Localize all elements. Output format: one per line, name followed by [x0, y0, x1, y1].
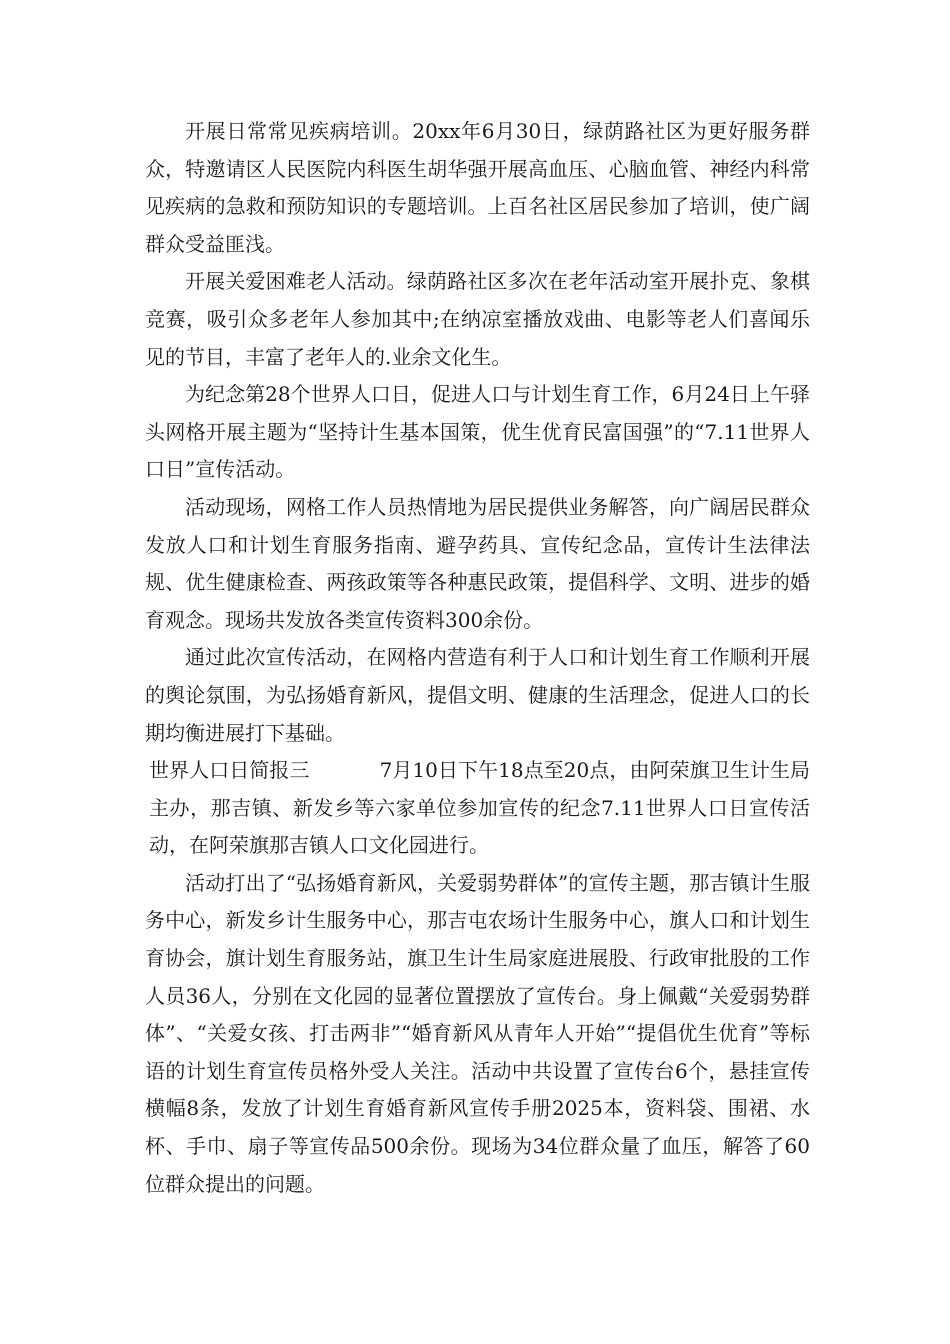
report-intro-text: 7月10日下午18点至20点，由阿荣旗卫生计生局主办，那吉镇、新发乡等六家单位参加宣传的纪念7.11世界人口日宣传活动，在阿荣旗那吉镇人口文化园进行。	[149, 758, 811, 858]
paragraph-elderly-care: 开展关爱困难老人活动。绿荫路社区多次在老年活动室开展扑克、象棋竞赛，吸引众多老年人参加其中;在纳凉室播放戏曲、电影等老人们喜闻乐见的节目，丰富了老年人的.业余文化生。	[145, 269, 810, 369]
paragraph-report-details: 活动打出了“弘扬婚育新风，关爱弱势群体”的宣传主题，那吉镇计生服务中心，新发乡计生服务中心，那吉屯农场计生服务中心，旗人口和计划生育协会，旗计划生育服务站，旗卫生计生局家庭进展股、行政审批股的工作人员36人，分别在文化园的显著位置摆放了宣传台。身上佩戴“关爱弱势群体”、“关爱女孩、打击两非”“婚育新风从青年人开始”“提倡优生优育”等标语的计划生育宣传员格外受人关注。活动中共设置了宣传台6个，悬挂宣传横幅8条，发放了计划生育婚育新风宣传手册2025本，资料袋、围裙、水杯、手巾、扇子等宣传品500余份。现场为34位群众量了血压，解答了60位群众提出的问题。	[145, 870, 810, 1196]
report-heading: 世界人口日简报三	[149, 758, 310, 783]
paragraph-disease-training: 开展日常常见疾病培训。20xx年6月30日，绿荫路社区为更好服务群众，特邀请区人民医院内科医生胡华强开展高血压、心脑血管、神经内科常见疾病的急救和预防知识的专题培训。上百名社区居民参加了培训，使广阔群众受益匪浅。	[145, 119, 810, 256]
document-body	[145, 113, 810, 1203]
paragraph-population-day: 为纪念第28个世界人口日，促进人口与计划生育工作，6月24日上午驿头网格开展主题为“坚持计生基本国策，优生优育民富国强”的“7.11世界人口日”宣传活动。	[145, 382, 810, 482]
report-intro-paragraph	[145, 752, 810, 865]
paragraph-event-scene: 活动现场，网格工作人员热情地为居民提供业务解答，向广阔居民群众发放人口和计划生育服务指南、避孕药具、宣传纪念品，宣传计生法律法规、优生健康检查、两孩政策等各种惠民政策，提倡科学、文明、进步的婚育观念。现场共发放各类宣传资料300余份。	[145, 494, 810, 632]
paragraph-event-outcome: 通过此次宣传活动，在网格内营造有利于人口和计划生育工作顺利开展的舆论氛围，为弘扬婚育新风，提倡文明、健康的生活理念，促进人口的长期均衡进展打下基础。	[145, 645, 810, 745]
